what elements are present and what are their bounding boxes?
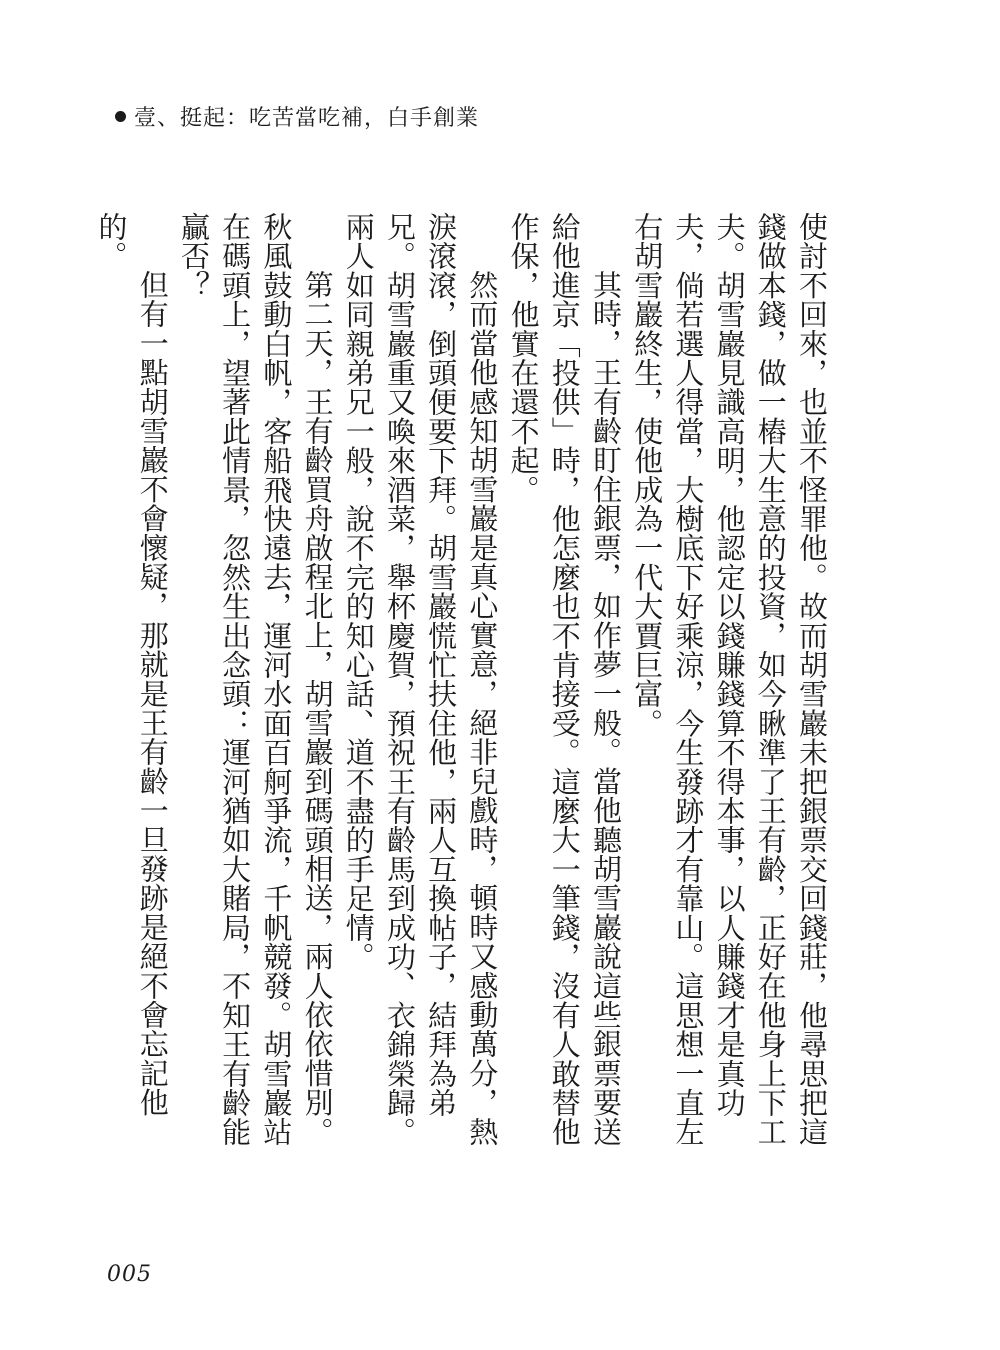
body-text [90, 212, 832, 1172]
paragraph-2: 其時，王有齡盯住銀票，如作夢一般。當他聽胡雪巖說這些銀票要送給他進京「投供」時，他怎麼也不肯接受。這麼大一筆錢，沒有人敢替他作保，他實在還不起。 [506, 212, 623, 1147]
page-number: 005 [107, 1262, 152, 1287]
bullet-icon [115, 111, 126, 122]
paragraph-3: 然而當他感知胡雪巖是真心實意，絕非兒戲時，頓時又感動萬分，熱淚滾滾，倒頭便要下拜。胡雪巖慌忙扶住他，兩人互換帖子，結拜為弟兄。胡雪巖重又喚來酒菜，舉杯慶賀，預祝王有齡馬到成功、衣錦榮歸。兩人如同親弟兄一般，說不完的知心話、道不盡的手足情。 [341, 212, 500, 1147]
paragraph-5: 但有一點胡雪巖不會懷疑，那就是王有齡一旦發跡是絕不會忘記他的。 [94, 212, 170, 1117]
chapter-header [115, 96, 479, 136]
chapter-title: 壹、挺起：吃苦當吃補，白手創業 [134, 105, 480, 131]
paragraph-1: 使討不回來，也並不怪罪他。故而胡雪巖未把銀票交回錢莊，他尋思把這錢做本錢，做一樁大生意的投資，如今瞅準了王有齡，正好在他身上下工夫。胡雪巖見識高明，他認定以錢賺錢算不得本事，以人賺錢才是真功夫，倘若選人得當，大樹底下好乘涼，今生發跡才有靠山。這思想一直左右胡雪巖終生，使他成為一代大賈巨富。 [630, 212, 829, 1147]
paragraph-4: 第二天，王有齡買舟啟程北上，胡雪巖到碼頭相送，兩人依依惜別。秋風鼓動白帆，客船飛快遠去，運河水面百舸爭流，千帆競發。胡雪巖站在碼頭上，望著此情景，忽然生出念頭：運河猶如大賭局，不知王有齡能贏否？ [176, 212, 335, 1147]
